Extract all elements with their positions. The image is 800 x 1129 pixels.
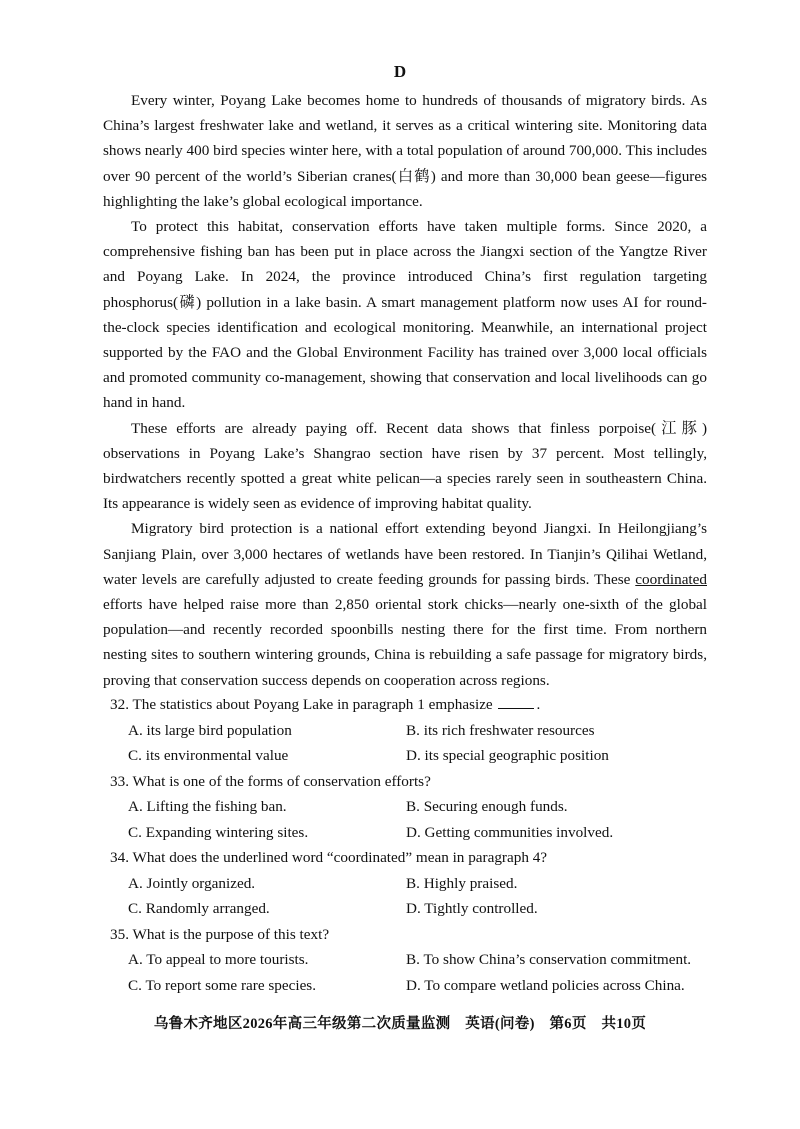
option-35-a[interactable]: A. To appeal to more tourists.: [128, 951, 309, 968]
question-list: [110, 692, 710, 998]
option-32-a[interactable]: A. its large bird population: [128, 721, 292, 739]
option-34-b[interactable]: B. Highly praised.: [406, 874, 518, 892]
page-footer: 乌鲁木齐地区2026年高三年级第二次质量监测 英语(问卷) 第6页 共10页: [153, 1016, 647, 1032]
options-row: [110, 871, 710, 897]
option-33-d[interactable]: D. Getting communities involved.: [406, 823, 614, 841]
options-row: [110, 947, 710, 973]
answer-blank: [498, 694, 534, 709]
question-33: 33. What is one of the forms of conservation efforts?: [110, 772, 431, 790]
option-33-c[interactable]: C. Expanding wintering sites.: [128, 823, 309, 841]
question-34: 34. What does the underlined word “coordinated” mean in paragraph 4?: [110, 849, 548, 866]
options-row: [110, 718, 710, 744]
option-35-b[interactable]: B. To show China’s conservation commitment.: [406, 951, 692, 968]
option-34-a[interactable]: A. Jointly organized.: [128, 874, 256, 892]
options-row: [110, 743, 710, 769]
option-35-c[interactable]: C. To report some rare species.: [128, 976, 317, 994]
option-32-c[interactable]: C. its environmental value: [128, 747, 289, 764]
reading-passage: [103, 88, 707, 693]
options-row: [110, 820, 710, 846]
section-heading: D: [393, 62, 407, 81]
question-stem: 32. The statistics about Poyang Lake in paragraph 1 emphasize: [110, 696, 493, 713]
options-row: [110, 794, 710, 820]
option-33-b[interactable]: B. Securing enough funds.: [406, 798, 568, 815]
option-35-d[interactable]: D. To compare wetland policies across China.: [406, 976, 685, 994]
paragraph-1: Every winter, Poyang Lake becomes home to hundreds of thousands of migratory birds. As China’s largest freshwater lake and wetland, it serves as a critical wintering site. Monitoring data shows nearly 400 bird species winter here, with a total population of around 700,000. This includes over 90 percent of the world’s Siberian cranes(白鹤) and more than 30,000 bean geese—figures highlighting the lake’s global ecological importance.: [103, 92, 707, 210]
paragraph-3: These efforts are already paying off. Recent data shows that finless porpoise(江豚) observations in Poyang Lake’s Shangrao section have risen by 37 percent. Most tellingly, birdwatchers recently spotted a great white pelican—a species rarely seen in southeastern China. Its appearance is widely seen as evidence of improving habitat quality.: [103, 419, 707, 513]
question-32: [110, 692, 710, 718]
option-34-c[interactable]: C. Randomly arranged.: [128, 900, 270, 917]
option-33-a[interactable]: A. Lifting the fishing ban.: [128, 798, 287, 815]
options-row: [110, 896, 710, 922]
question-35: 35. What is the purpose of this text?: [110, 925, 330, 943]
question-stem-end: .: [536, 696, 541, 713]
option-34-d[interactable]: D. Tightly controlled.: [406, 900, 538, 917]
paragraph-4-after: efforts have helped raise more than 2,850 oriental stork chicks—nearly one-sixth of the global population—and recently recorded spoonbills nesting there for the first time. From northern nesting sites to southern wintering grounds, China is rebuilding a safe passage for migratory birds, proving that conservation success depends on cooperation across regions.: [103, 596, 707, 689]
options-row: [110, 973, 710, 999]
paragraph-4: [103, 516, 707, 692]
paragraph-4-before: Migratory bird protection is a national effort extending beyond Jiangxi. In Heilongjiang’s Sanjiang Plain, over 3,000 hectares of wetlands have been restored. In Tianjin’s Qilihai Wetland, water levels are carefully adjusted to create feeding grounds for passing birds. These: [103, 520, 707, 588]
paragraph-2: To protect this habitat, conservation efforts have taken multiple forms. Since 2020, a comprehensive fishing ban has been put in place across the Jiangxi section of the Yangtze River and Poyang Lake. In 2024, the province introduced China’s first regulation targeting phosphorus(磷) pollution in a lake basin. A smart management platform now uses AI for round-the-clock species identification and ecological monitoring. Meanwhile, an international project supported by the FAO and the Global Environment Facility has trained over 3,000 local officials and promoted community co-management, showing that conservation and local livelihoods can go hand in hand.: [103, 218, 707, 412]
option-32-d[interactable]: D. its special geographic position: [406, 747, 609, 764]
option-32-b[interactable]: B. its rich freshwater resources: [406, 721, 595, 739]
underlined-word: coordinated: [635, 570, 707, 588]
